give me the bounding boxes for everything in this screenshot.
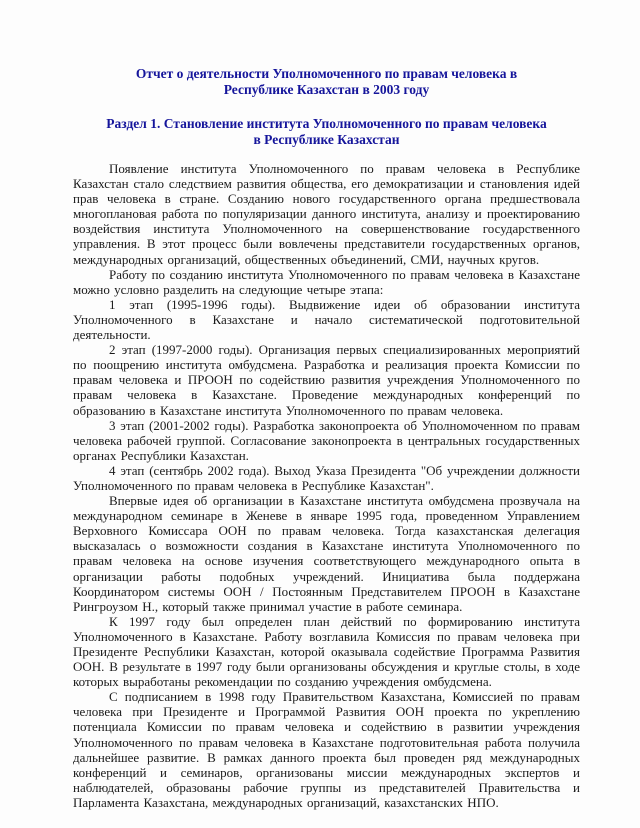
section-heading-line-2: в Республике Казахстан [253, 132, 400, 147]
section-heading-line-1: Раздел 1. Становление института Уполномоченного по правам человека [106, 116, 547, 131]
section-heading [73, 116, 580, 148]
paragraph-stage-3: 3 этап (2001-2002 годы). Разработка законопроекта об Уполномоченном по правам человека рабочей группой. Согласование законопроекта в центральных государственных органах Республики Казахстан. [73, 417, 580, 463]
document-title-line-1: Отчет о деятельности Уполномоченного по правам человека в [135, 66, 518, 81]
paragraph-stage-1: 1 этап (1995-1996 годы). Выдвижение идеи об образовании института Уполномоченного в Казахстане и начало систематической подготовительной деятельности. [73, 296, 580, 343]
paragraph-1998-project: С подписанием в 1998 году Правительством Казахстана, Комиссией по правам человека при Президенте и Программой Развития ООН проекта по укреплению потенциала Комиссии по правам человека и содействию в развитии учреждения Уполномоченного по правам человека в Казахстане подготовительная работа получила дальнейшее развитие. В рамках данного проекта был проведен ряд международных конференций и семинаров, организованы миссии международных экспертов и наблюдателей, образованы рабочие группы из представителей Правительства и Парламента Казахстана, международных организаций, казахстанских НПО. [73, 689, 580, 810]
paragraph-stage-4: 4 этап (сентябрь 2002 года). Выход Указа Президента "Об учреждении должности Уполномоченного по правам человека в Республике Казахстан". [73, 462, 580, 493]
paragraph-stage-2: 2 этап (1997-2000 годы). Организация первых специализированных мероприятий по поощрению института омбудсмена. Разработка и реализация проекта Комиссии по правам человека и ПРООН по содействию развития учреждения Уполномоченного по правам человека в Казахстане. Проведение международных конференций по образованию в Казахстане института Уполномоченного по правам человека. [73, 342, 580, 418]
document-title-line-2: Республике Казахстан в 2003 году [223, 82, 430, 97]
paragraph-intro: Появление института Уполномоченного по правам человека в Республике Казахстан стало следствием развития общества, его демократизации и становления идей прав человека в стране. Созданию нового государственного органа предшествовала многоплановая работа по популяризации данного института, анализу и проектированию воздействия института Уполномоченного на совершенствование государственного управления. В этот процесс были вовлечены представители государственных органов, международных организаций, общественных объединений, СМИ, научных кругов. [73, 161, 580, 267]
paragraph-stages-intro: Работу по созданию института Уполномоченного по правам человека в Казахстане можно условно разделить на следующие четыре этапа: [73, 266, 580, 297]
document-body [73, 161, 580, 810]
paragraph-1997-plan: К 1997 году был определен план действий по формированию института Уполномоченного в Казахстане. Работу возглавила Комиссия по правам человека при Президенте Республики Казахстан, которой оказывала содействие Программа Развития ООН. В результате в 1997 году были организованы обсуждения и круглые столы, в ходе которых выработаны рекомендации по созданию учреждения омбудсмена. [73, 613, 580, 690]
paragraph-geneva-seminar: Впервые идея об организации в Казахстане института омбудсмена прозвучала на международном семинаре в Женеве в январе 1995 года, проведенном Управлением Верховного Комиссара ООН по правам человека. Тогда казахстанская делегация высказалась о возможности создания в Казахстане института Уполномоченного по правам человека на основе изучения соответствующего международного опыта в организации работы подобных учреждений. Инициатива была поддержана Координатором системы ООН / Постоянным Представителем ПРООН в Казахстане Рингроузом Н., который также принимал участие в работе семинара. [73, 493, 580, 614]
document-title [73, 66, 580, 98]
